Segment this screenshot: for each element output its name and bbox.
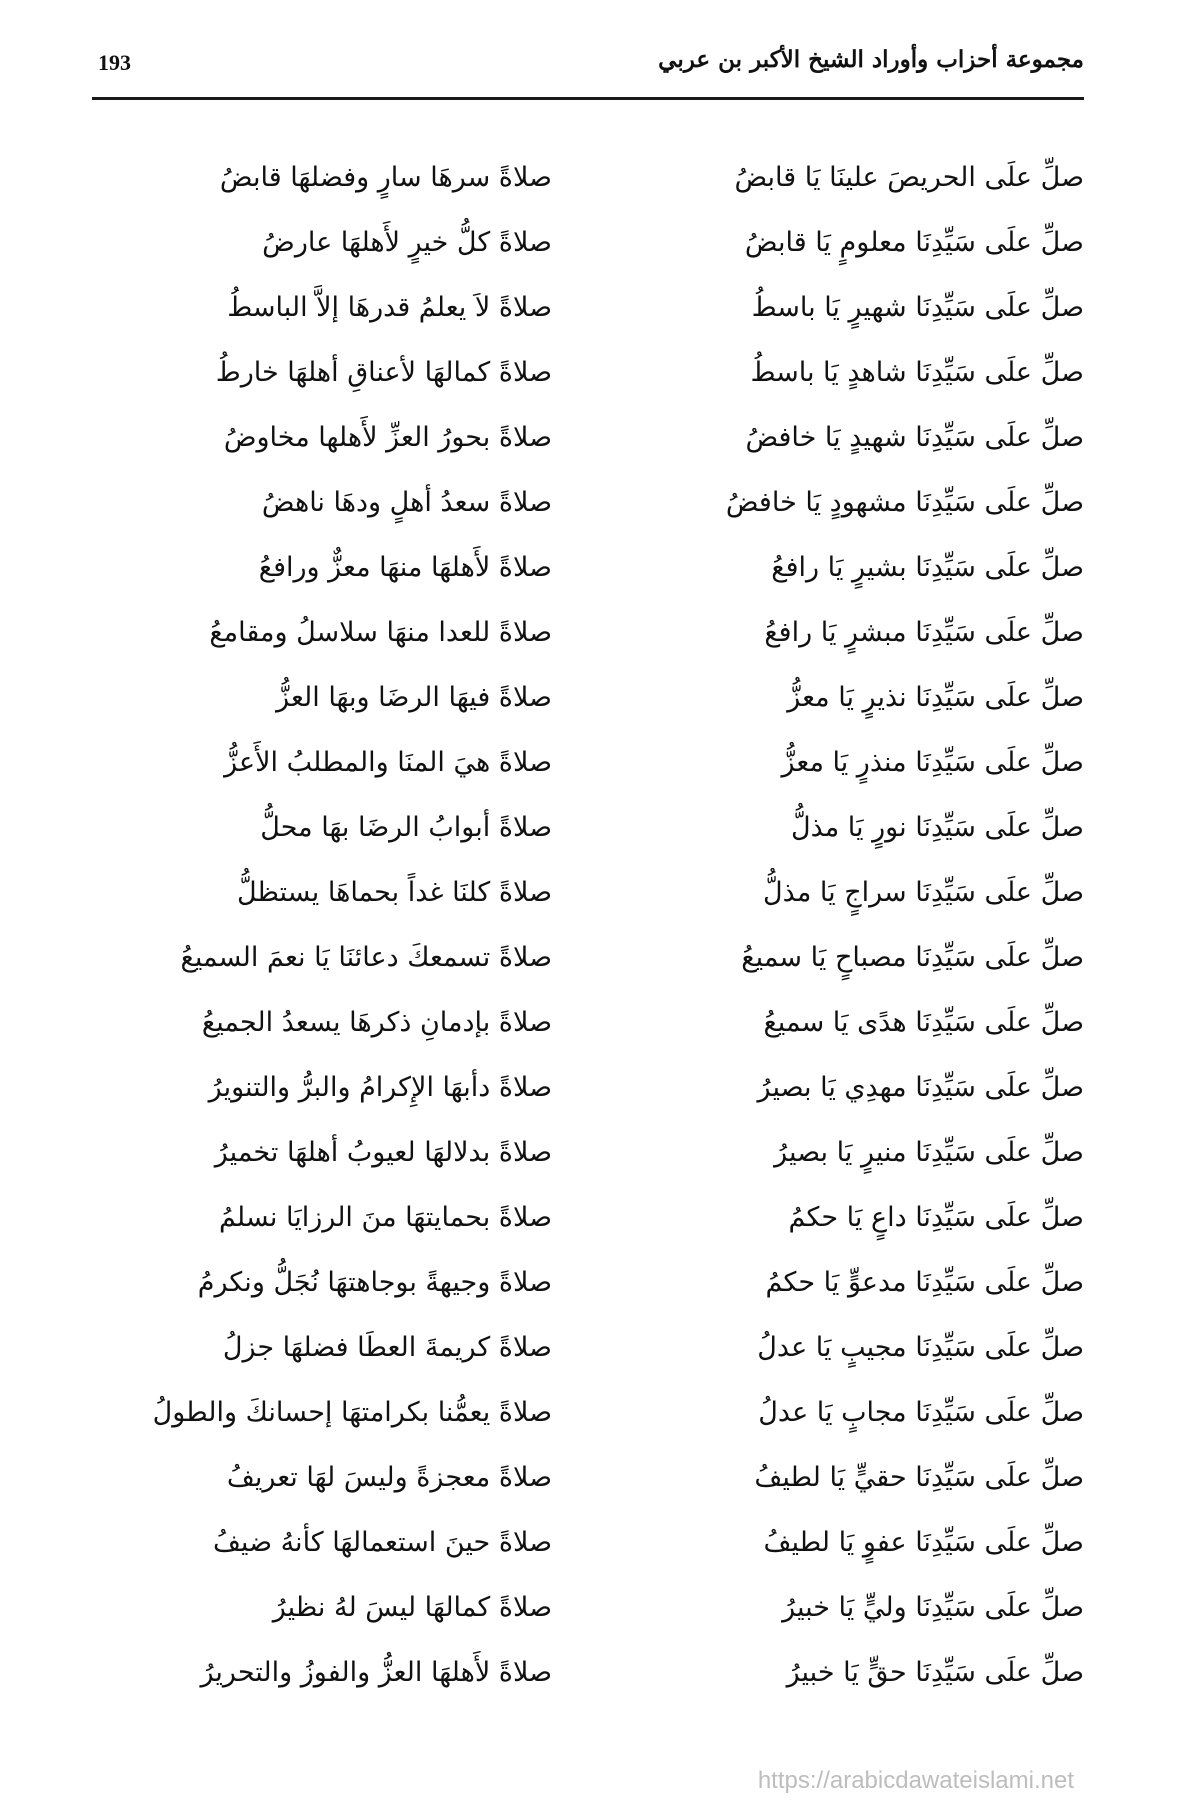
verse-first-hemistich: صلِّ علَى سَيِّدِنَا حقٍّ يَا خبيرُ — [786, 1657, 1084, 1688]
verse-row — [92, 995, 1084, 1060]
verse-first-hemistich: صلِّ علَى سَيِّدِنَا نورٍ يَا مذلُّ — [790, 812, 1084, 843]
verse-row — [92, 1515, 1084, 1580]
verse-second-hemistich: صلاةً بدلالهَا لعيوبُ أهلهَا تخميرُ — [214, 1137, 552, 1168]
verse-first-hemistich: صلِّ علَى الحريصَ علينَا يَا قابضُ — [734, 162, 1084, 193]
verse-row — [92, 410, 1084, 475]
verse-second-hemistich: صلاةً تسمعكَ دعائنَا يَا نعمَ السميعُ — [180, 942, 552, 973]
verse-second-hemistich: صلاةً هيَ المنَا والمطلبُ الأَعزُّ — [224, 747, 552, 778]
verse-row — [92, 1060, 1084, 1125]
poem-body — [92, 150, 1084, 1710]
verse-second-hemistich: صلاةً لاَ يعلمُ قدرهَا إلاَّ الباسطُ — [227, 292, 552, 323]
verse-first-hemistich: صلِّ علَى سَيِّدِنَا معلومٍ يَا قابضُ — [744, 227, 1084, 258]
verse-second-hemistich: صلاةً كلُّ خيرٍ لأَهلهَا عارضُ — [262, 227, 552, 258]
verse-row — [92, 1125, 1084, 1190]
header-rule — [92, 97, 1084, 100]
verse-row — [92, 1190, 1084, 1255]
verse-first-hemistich: صلِّ علَى سَيِّدِنَا مهدِي يَا بصيرُ — [757, 1072, 1084, 1103]
verse-row — [92, 1385, 1084, 1450]
verse-first-hemistich: صلِّ علَى سَيِّدِنَا داعٍ يَا حكمُ — [788, 1202, 1084, 1233]
verse-second-hemistich: صلاةً سرهَا سارٍ وفضلهَا قابضُ — [219, 162, 552, 193]
verse-row — [92, 1645, 1084, 1710]
verse-first-hemistich: صلِّ علَى سَيِّدِنَا وليٍّ يَا خبيرُ — [782, 1592, 1084, 1623]
verse-row — [92, 1255, 1084, 1320]
verse-first-hemistich: صلِّ علَى سَيِّدِنَا منذرٍ يَا معزُّ — [781, 747, 1084, 778]
verse-row — [92, 605, 1084, 670]
verse-first-hemistich: صلِّ علَى سَيِّدِنَا حقيٍّ يَا لطيفُ — [754, 1462, 1084, 1493]
verse-row — [92, 1580, 1084, 1645]
verse-second-hemistich: صلاةً سعدُ أهلٍ ودهَا ناهضُ — [261, 487, 552, 518]
verse-row — [92, 800, 1084, 865]
verse-first-hemistich: صلِّ علَى سَيِّدِنَا مدعوٍّ يَا حكمُ — [765, 1267, 1084, 1298]
site-watermark: https://arabicdawateislami.net — [757, 1767, 1074, 1794]
verse-second-hemistich: صلاةً للعدا منهَا سلاسلُ ومقامعُ — [209, 617, 552, 648]
verse-second-hemistich: صلاةً وجيهةً بوجاهتهَا نُجَلُّ ونكرمُ — [197, 1267, 552, 1298]
verse-second-hemistich: صلاةً أبوابُ الرضَا بهَا محلُّ — [260, 812, 552, 843]
verse-second-hemistich: صلاةً بحورُ العزِّ لأَهلها مخاوضُ — [223, 422, 552, 453]
page-header — [92, 40, 1084, 92]
verse-row — [92, 540, 1084, 605]
verse-row — [92, 930, 1084, 995]
verse-first-hemistich: صلِّ علَى سَيِّدِنَا هدًى يَا سميعُ — [763, 1007, 1084, 1038]
verse-second-hemistich: صلاةً بحمايتهَا منَ الرزايَا نسلمُ — [218, 1202, 552, 1233]
verse-row — [92, 215, 1084, 280]
verse-first-hemistich: صلِّ علَى سَيِّدِنَا مصباحٍ يَا سميعُ — [741, 942, 1084, 973]
verse-first-hemistich: صلِّ علَى سَيِّدِنَا شهيرٍ يَا باسطُ — [751, 292, 1084, 323]
book-title: مجموعة أحزاب وأوراد الشيخ الأكبر بن عربي — [658, 46, 1084, 73]
verse-row — [92, 1450, 1084, 1515]
verse-second-hemistich: صلاةً بإدمانِ ذكرهَا يسعدُ الجميعُ — [201, 1007, 552, 1038]
verse-second-hemistich: صلاةً حينَ استعمالهَا كأنهُ ضيفُ — [212, 1527, 552, 1558]
verse-first-hemistich: صلِّ علَى سَيِّدِنَا مجابٍ يَا عدلُ — [758, 1397, 1084, 1428]
verse-first-hemistich: صلِّ علَى سَيِّدِنَا بشيرٍ يَا رافعُ — [771, 552, 1084, 583]
page-number: 193 — [98, 50, 131, 75]
verse-row — [92, 670, 1084, 735]
verse-first-hemistich: صلِّ علَى سَيِّدِنَا مبشرٍ يَا رافعُ — [764, 617, 1084, 648]
verse-row — [92, 1320, 1084, 1385]
verse-second-hemistich: صلاةً معجزةً وليسَ لهَا تعريفُ — [226, 1462, 552, 1493]
verse-second-hemistich: صلاةً لأَهلهَا منهَا معزٌّ ورافعُ — [258, 552, 552, 583]
verse-second-hemistich: صلاةً يعمُّنا بكرامتهَا إحسانكَ والطولُ — [152, 1397, 552, 1428]
verse-first-hemistich: صلِّ علَى سَيِّدِنَا مجيبٍ يَا عدلُ — [757, 1332, 1084, 1363]
verse-row — [92, 865, 1084, 930]
verse-row — [92, 345, 1084, 410]
verse-row — [92, 280, 1084, 345]
verse-first-hemistich: صلِّ علَى سَيِّدِنَا سراجٍ يَا مذلُّ — [763, 877, 1084, 908]
verse-second-hemistich: صلاةً كمالهَا ليسَ لهُ نظيرُ — [272, 1592, 552, 1623]
verse-first-hemistich: صلِّ علَى سَيِّدِنَا منيرٍ يَا بصيرُ — [774, 1137, 1084, 1168]
verse-second-hemistich: صلاةً لأَهلهَا العزُّ والفوزُ والتحريرُ — [200, 1657, 552, 1688]
verse-second-hemistich: صلاةً دأبهَا الإِكرامُ والبرُّ والتنويرُ — [208, 1072, 552, 1103]
verse-second-hemistich: صلاةً كمالهَا لأعناقِ أهلهَا خارطُ — [215, 357, 552, 388]
verse-first-hemistich: صلِّ علَى سَيِّدِنَا نذيرٍ يَا معزُّ — [787, 682, 1084, 713]
verse-second-hemistich: صلاةً كريمةَ العطَا فضلهَا جزلُ — [222, 1332, 552, 1363]
verse-second-hemistich: صلاةً فيهَا الرضَا وبهَا العزُّ — [276, 682, 552, 713]
verse-second-hemistich: صلاةً كلنَا غداً بحماهَا يستظلُّ — [236, 877, 552, 908]
verse-first-hemistich: صلِّ علَى سَيِّدِنَا عفوٍ يَا لطيفُ — [763, 1527, 1084, 1558]
verse-first-hemistich: صلِّ علَى سَيِّدِنَا شهيدٍ يَا خافضُ — [745, 422, 1084, 453]
verse-row — [92, 735, 1084, 800]
verse-first-hemistich: صلِّ علَى سَيِّدِنَا شاهدٍ يَا باسطُ — [750, 357, 1084, 388]
verse-first-hemistich: صلِّ علَى سَيِّدِنَا مشهودٍ يَا خافضُ — [725, 487, 1084, 518]
verse-row — [92, 475, 1084, 540]
verse-row — [92, 150, 1084, 215]
